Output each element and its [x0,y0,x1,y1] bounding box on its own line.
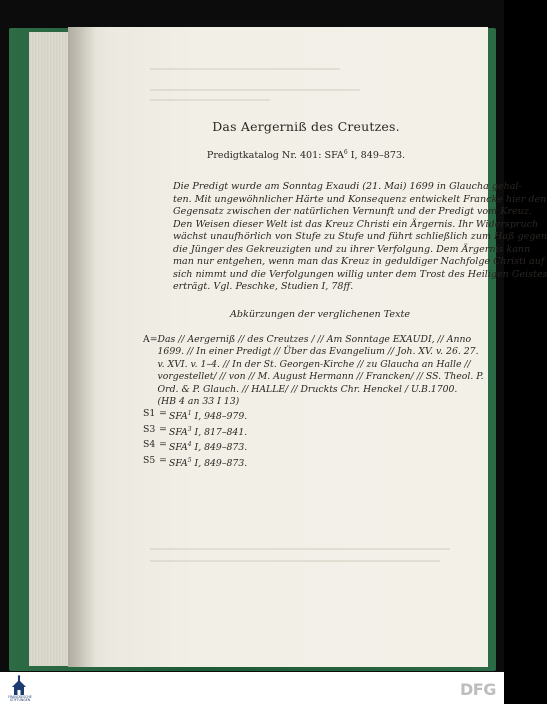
catalog-suffix: I, 849–873. [347,150,406,162]
abstract-line: Den Weisen dieser Welt ist das Kreuz Christi ein Ärgernis. Ihr Widerspruch [173,218,539,230]
bleed-through [150,89,360,91]
description-line: Ord. & P. Glauch. // HALLE/ // Druckts Chr. Henckel / U.B.1700. [157,383,458,395]
abstract-line: Die Predigt wurde am Sonntag Exaudi (21. Mai) 1699 in Glaucha gehal- [173,181,522,192]
description-line: Das // Aergerniß // des Creutzes / // Am Sonntage EXAUDI, // Anno [157,334,472,345]
franckesche-stiftungen-logo-icon [8,675,30,697]
equals-sign: = [159,439,167,451]
siglum: A [143,334,150,345]
page-title [96,119,516,134]
footer-bar [0,672,504,704]
abstract-line: ten. Mit ungewöhnlicher Härte und Konsequenz entwickelt Francke hier den [173,193,547,205]
edition-name: SFA [169,411,188,423]
edition-number: 5 [187,456,192,464]
siglum-description [169,439,483,455]
abstract-line: die Jünger des Gekreuzigten und zu ihrer Verfolgung. Dem Ärgernis kann [173,243,531,255]
catalog-prefix: Predigtkatalog Nr. 401: SFA [206,150,344,162]
description-line: vorgestellet/ // von // M. August Hermann // Francken/ // SS. Theol. P. [157,371,484,383]
siglum-description [169,408,483,424]
logo-label-line: STIFTUNGEN [9,698,31,703]
siglum: S4 [143,439,156,451]
edition-name: SFA [169,427,188,439]
equals-sign: = [149,334,158,345]
gutter-shadow [68,27,96,667]
abstract-line: wächst unaufhörlich von Stufe zu Stufe und führt schließlich zum Haß gegen [173,231,547,243]
description-line: (HB 4 an 33 I 13) [157,396,240,408]
bleed-through [150,99,270,101]
equals-sign: = [159,408,167,420]
siglum-entry-a [143,334,483,408]
sermon-abstract [173,181,547,294]
bleed-through [150,548,450,550]
edition-number: 3 [187,425,192,433]
equals-sign: = [159,423,167,435]
siglum-description [169,424,483,440]
abbreviations-heading: Abkürzungen der verglichenen Texte [229,309,411,320]
siglum-entry-s5 [143,455,483,471]
siglum-entry-s1 [143,408,483,424]
edition-name: SFA [169,442,188,454]
page-title-text: Das Aergerniß des Creutzes. [212,119,400,134]
description-line: 1699. // In einer Predigt // Über das Evangelium // Joh. XV. v. 26. 27. [157,346,479,358]
siglum-description [169,455,483,471]
dfg-logo: DFG [460,680,496,699]
logo-label-line: FRANCKESCHE [8,695,32,699]
abstract-line: Gegensatz zwischen der natürlichen Vernunft und der Predigt vom Kreuz. [173,206,532,218]
abstract-line: man nur entgehen, wenn man das Kreuz in geduldiger Nachfolge Christi auf [173,256,545,268]
bleed-through [150,560,440,562]
siglum-entry-s4 [143,439,483,455]
catalog-reference [96,149,516,161]
abstract-line: sich nimmt und die Verfolgungen willig unter dem Trost des Heiligen Geistes [173,268,547,280]
edition-number: 4 [187,441,192,449]
edition-number: 1 [187,410,192,418]
bleed-through [150,68,340,70]
logo-label [4,696,36,703]
edition-pages: I, 817–841. [191,427,248,439]
edition-pages: I, 849–873. [191,458,248,470]
sigla-list [143,334,483,470]
equals-sign: = [159,454,167,466]
catalog-edition: 6 [343,149,348,156]
siglum: S1 [143,408,156,420]
siglum-description [158,334,484,408]
edition-name: SFA [169,458,188,470]
edition-pages: I, 849–873. [191,442,248,454]
description-line: v. XVI. v. 1–4. // In der St. Georgen-Kirche // zu Glaucha an Halle // [157,358,471,370]
siglum-entry-s3 [143,424,483,440]
siglum: S3 [143,423,156,435]
siglum: S5 [143,454,156,466]
abstract-line: erträgt. Vgl. Peschke, Studien I, 78ff. [173,281,354,293]
edition-pages: I, 948–979. [191,411,248,423]
